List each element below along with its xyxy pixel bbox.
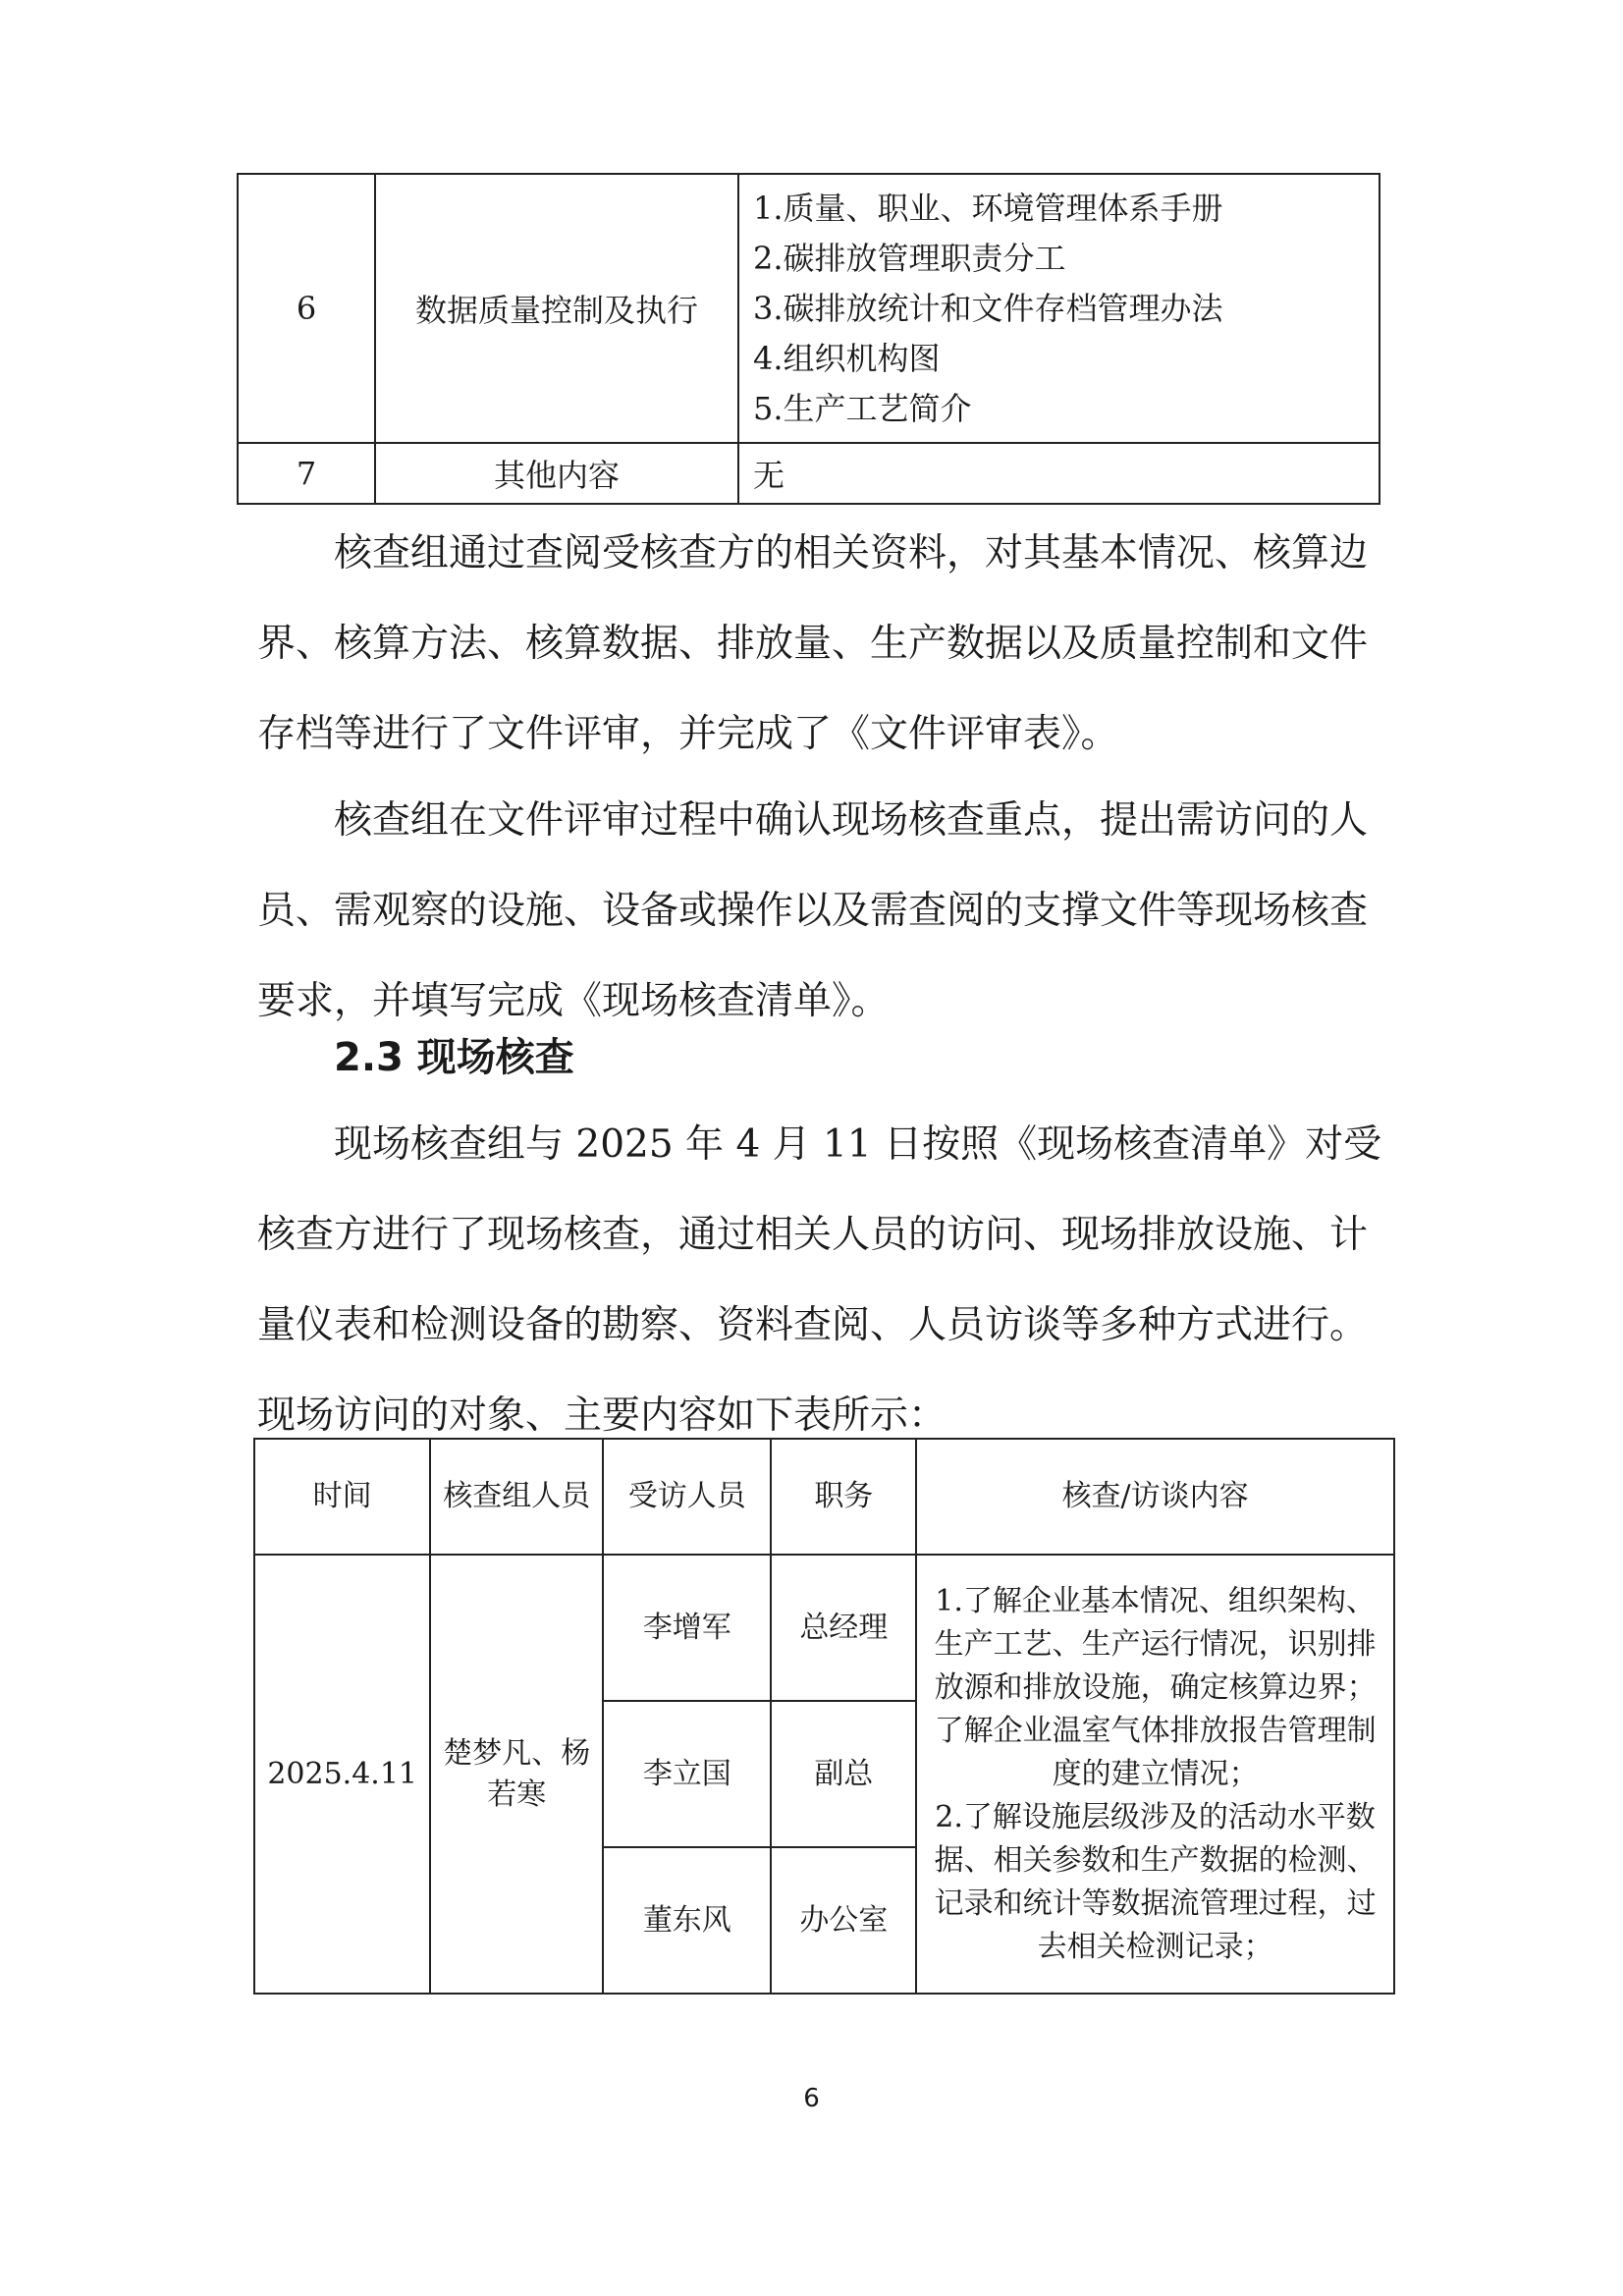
paragraph-onsite-check: 现场核查组与 2025 年 4 月 11 日按照《现场核查清单》对受核查方进行了现场核查，通过相关人员的访问、现场排放设施、计量仪表和检测设备的勘察、资料查阅、人员访谈等多种方式进行。现场访问的对象、主要内容如下表所示：: [257, 1122, 1382, 1438]
paragraph-onsite-focus: 核查组在文件评审过程中确认现场核查重点，提出需访问的人员、需观察的设施、设备或操作以及需查阅的支撑文件等现场核查要求，并填写完成《现场核查清单》。: [257, 798, 1369, 1023]
check-item: 数据质量控制及执行: [375, 174, 738, 443]
interviewee-name: 李增军: [603, 1555, 771, 1701]
interviewee-title: 总经理: [771, 1555, 916, 1701]
check-item: 其他内容: [375, 443, 738, 504]
header-content: 核查/访谈内容: [916, 1439, 1394, 1555]
row-number: 6: [238, 174, 375, 443]
content-item: 2.了解设施层级涉及的活动水平数据、相关参数和生产数据的检测、记录和统计等数据流管理过程，过去相关检测记录；: [934, 1799, 1377, 1964]
header-team: 核查组人员: [430, 1439, 603, 1555]
document-item: 无: [753, 457, 785, 494]
interviewee-name: 董东风: [603, 1847, 771, 1994]
header-time: 时间: [254, 1439, 430, 1555]
content-item: 1.了解企业基本情况、组织架构、生产工艺、生产运行情况，识别排放源和排放设施，确定核算边界；了解企业温室气体排放报告管理制度的建立情况；: [934, 1583, 1377, 1791]
document-item: 1.质量、职业、环境管理体系手册: [753, 189, 1223, 227]
document-item: 3.碳排放统计和文件存档管理办法: [753, 289, 1223, 327]
document-list-table: [237, 173, 1380, 505]
interviewee-title: 副总: [771, 1701, 916, 1847]
section-heading: 2.3 现场核查: [334, 1035, 574, 1080]
interviewee-title: 办公室: [771, 1847, 916, 1994]
header-interviewee: 受访人员: [603, 1439, 771, 1555]
team-members: 楚梦凡、杨若寒: [430, 1555, 603, 1994]
table-row: [254, 1555, 1394, 1701]
table-header-row: [254, 1439, 1394, 1555]
document-cell: [738, 443, 1380, 504]
page-number: 6: [803, 2084, 820, 2113]
document-item: 4.组织机构图: [753, 339, 941, 377]
paragraph-document-review: 核查组通过查阅受核查方的相关资料，对其基本情况、核算边界、核算方法、核算数据、排放量、生产数据以及质量控制和文件存档等进行了文件评审，并完成了《文件评审表》。: [257, 531, 1369, 756]
row-number: 7: [238, 443, 375, 504]
document-item: 5.生产工艺简介: [753, 389, 972, 427]
interview-content: [916, 1555, 1394, 1994]
table-row: [238, 443, 1380, 504]
interviewee-name: 李立国: [603, 1701, 771, 1847]
header-position: 职务: [771, 1439, 916, 1555]
table-row: [238, 174, 1380, 443]
interview-date: 2025.4.11: [254, 1555, 430, 1994]
document-cell: [738, 174, 1380, 443]
interview-table: [253, 1438, 1395, 1995]
document-item: 2.碳排放管理职责分工: [753, 239, 1066, 277]
